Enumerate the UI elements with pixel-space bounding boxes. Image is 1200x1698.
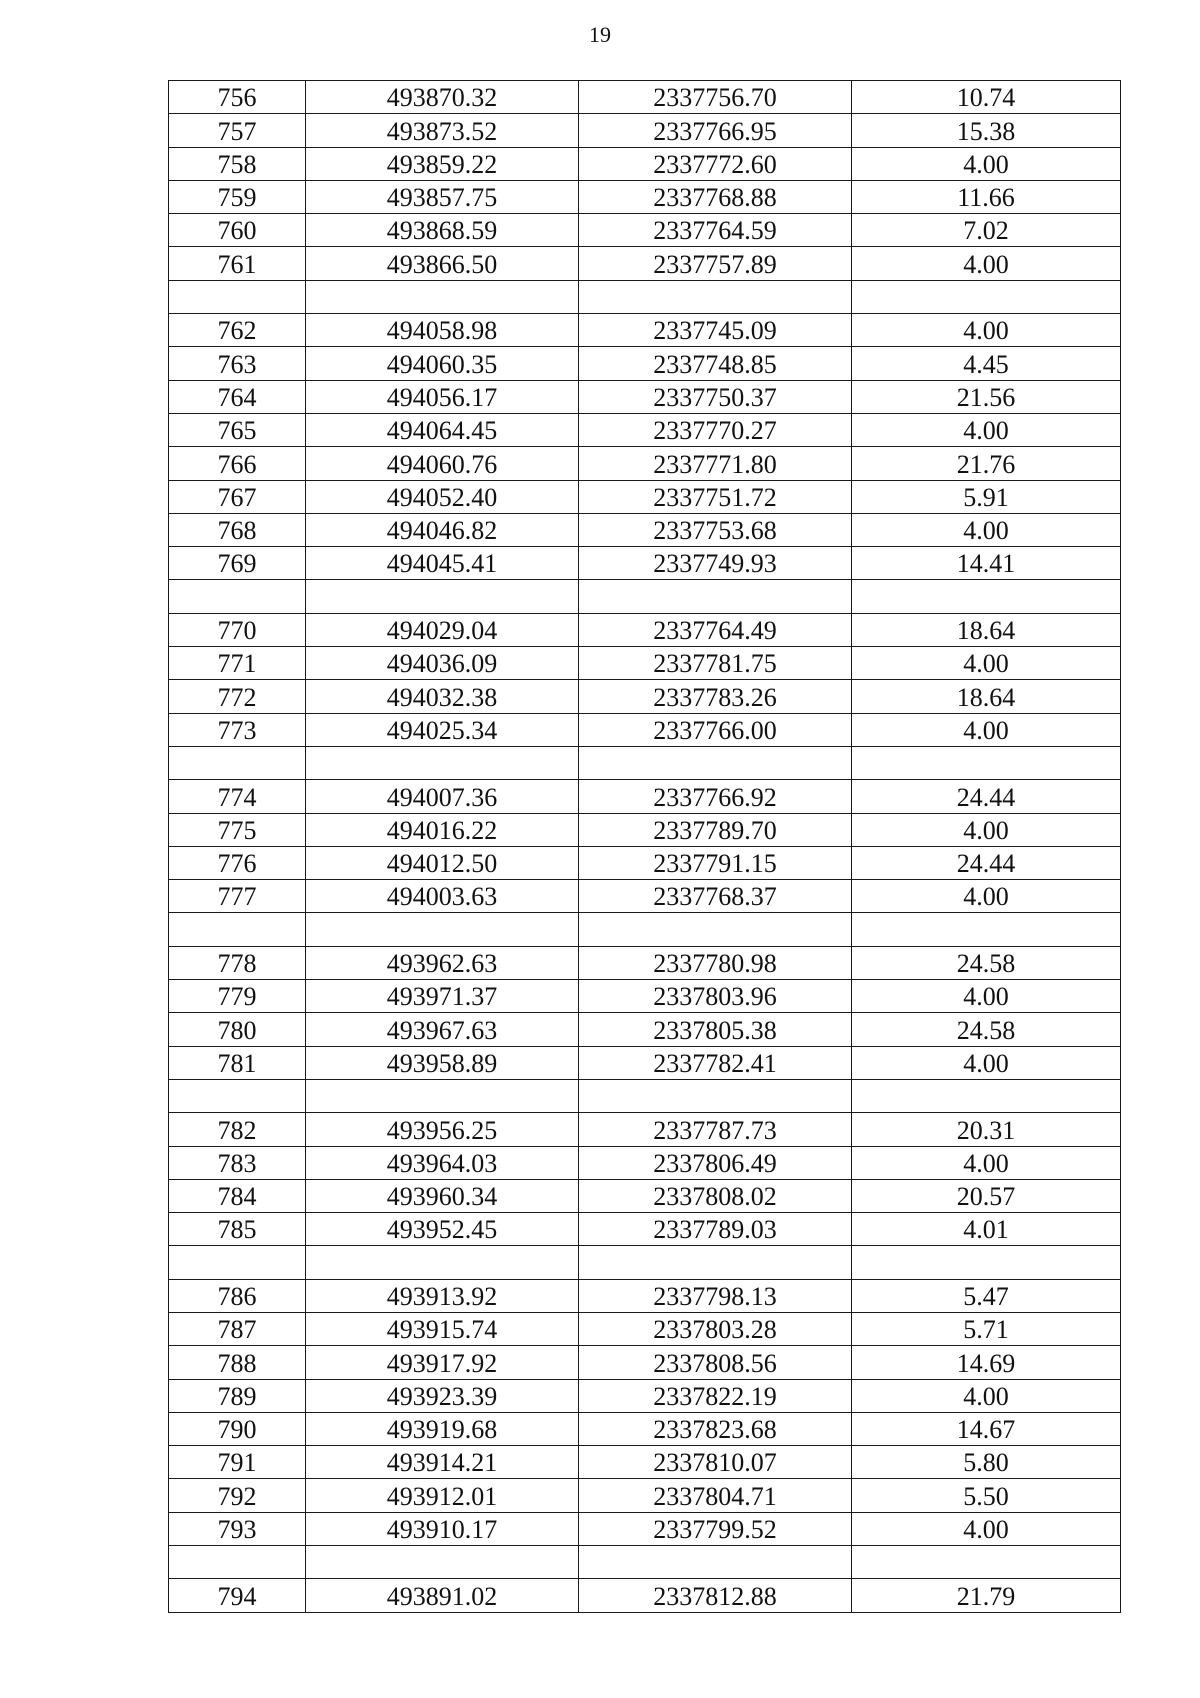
y-coordinate-cell: 2337757.89 — [579, 247, 852, 280]
distance-cell: 4.00 — [852, 147, 1121, 180]
distance-cell: 4.00 — [852, 513, 1121, 546]
x-coordinate-cell: 493859.22 — [306, 147, 579, 180]
x-coordinate-cell — [306, 913, 579, 946]
distance-cell: 24.44 — [852, 780, 1121, 813]
y-coordinate-cell: 2337766.00 — [579, 713, 852, 746]
y-coordinate-cell: 2337823.68 — [579, 1412, 852, 1445]
point-number-cell: 769 — [169, 547, 306, 580]
x-coordinate-cell — [306, 1079, 579, 1112]
table-row — [169, 1312, 1121, 1345]
distance-cell: 18.64 — [852, 680, 1121, 713]
y-coordinate-cell — [579, 1079, 852, 1112]
table-row — [169, 1013, 1121, 1046]
distance-cell: 21.56 — [852, 380, 1121, 413]
table-row — [169, 680, 1121, 713]
distance-cell: 4.45 — [852, 347, 1121, 380]
point-number-cell: 793 — [169, 1512, 306, 1545]
x-coordinate-cell: 493967.63 — [306, 1013, 579, 1046]
x-coordinate-cell: 494032.38 — [306, 680, 579, 713]
x-coordinate-cell: 493914.21 — [306, 1446, 579, 1479]
point-number-cell: 762 — [169, 314, 306, 347]
table-row — [169, 413, 1121, 446]
table-row — [169, 447, 1121, 480]
table-row — [169, 846, 1121, 879]
y-coordinate-cell: 2337781.75 — [579, 647, 852, 680]
point-number-cell: 760 — [169, 214, 306, 247]
distance-cell: 4.00 — [852, 1146, 1121, 1179]
x-coordinate-cell: 494058.98 — [306, 314, 579, 347]
y-coordinate-cell: 2337808.02 — [579, 1179, 852, 1212]
distance-cell — [852, 1246, 1121, 1279]
point-number-cell: 770 — [169, 613, 306, 646]
distance-cell: 5.50 — [852, 1479, 1121, 1512]
y-coordinate-cell: 2337764.59 — [579, 214, 852, 247]
x-coordinate-cell: 493910.17 — [306, 1512, 579, 1545]
table-row — [169, 813, 1121, 846]
coordinates-table — [168, 80, 1121, 1613]
y-coordinate-cell: 2337771.80 — [579, 447, 852, 480]
y-coordinate-cell: 2337822.19 — [579, 1379, 852, 1412]
y-coordinate-cell: 2337787.73 — [579, 1113, 852, 1146]
table-row — [169, 1479, 1121, 1512]
point-number-cell: 761 — [169, 247, 306, 280]
x-coordinate-cell: 494052.40 — [306, 480, 579, 513]
y-coordinate-cell: 2337753.68 — [579, 513, 852, 546]
point-number-cell: 773 — [169, 713, 306, 746]
point-number-cell: 782 — [169, 1113, 306, 1146]
point-number-cell: 790 — [169, 1412, 306, 1445]
point-number-cell: 786 — [169, 1279, 306, 1312]
x-coordinate-cell: 494012.50 — [306, 846, 579, 879]
table-row — [169, 1046, 1121, 1079]
table-row — [169, 513, 1121, 546]
point-number-cell: 768 — [169, 513, 306, 546]
distance-cell: 4.00 — [852, 713, 1121, 746]
point-number-cell: 767 — [169, 480, 306, 513]
point-number-cell: 775 — [169, 813, 306, 846]
x-coordinate-cell: 494045.41 — [306, 547, 579, 580]
x-coordinate-cell: 493868.59 — [306, 214, 579, 247]
y-coordinate-cell: 2337780.98 — [579, 946, 852, 979]
table-row — [169, 1113, 1121, 1146]
x-coordinate-cell — [306, 1546, 579, 1579]
y-coordinate-cell: 2337789.70 — [579, 813, 852, 846]
distance-cell: 4.00 — [852, 247, 1121, 280]
table-row — [169, 1446, 1121, 1479]
x-coordinate-cell: 493923.39 — [306, 1379, 579, 1412]
y-coordinate-cell: 2337748.85 — [579, 347, 852, 380]
point-number-cell: 756 — [169, 81, 306, 114]
y-coordinate-cell: 2337791.15 — [579, 846, 852, 879]
point-number-cell — [169, 913, 306, 946]
x-coordinate-cell: 494046.82 — [306, 513, 579, 546]
x-coordinate-cell: 493964.03 — [306, 1146, 579, 1179]
table-separator-row — [169, 580, 1121, 613]
distance-cell: 7.02 — [852, 214, 1121, 247]
y-coordinate-cell — [579, 913, 852, 946]
x-coordinate-cell: 494064.45 — [306, 413, 579, 446]
point-number-cell: 777 — [169, 880, 306, 913]
table-row — [169, 1379, 1121, 1412]
table-row — [169, 1512, 1121, 1545]
x-coordinate-cell: 494003.63 — [306, 880, 579, 913]
point-number-cell: 787 — [169, 1312, 306, 1345]
x-coordinate-cell: 493866.50 — [306, 247, 579, 280]
table-separator-row — [169, 746, 1121, 779]
x-coordinate-cell — [306, 1246, 579, 1279]
point-number-cell — [169, 1546, 306, 1579]
x-coordinate-cell: 494029.04 — [306, 613, 579, 646]
table-row — [169, 247, 1121, 280]
distance-cell: 20.57 — [852, 1179, 1121, 1212]
y-coordinate-cell: 2337772.60 — [579, 147, 852, 180]
table-separator-row — [169, 1246, 1121, 1279]
point-number-cell: 791 — [169, 1446, 306, 1479]
point-number-cell: 784 — [169, 1179, 306, 1212]
table-row — [169, 946, 1121, 979]
y-coordinate-cell: 2337782.41 — [579, 1046, 852, 1079]
table-row — [169, 114, 1121, 147]
distance-cell: 5.91 — [852, 480, 1121, 513]
distance-cell: 4.00 — [852, 813, 1121, 846]
y-coordinate-cell: 2337803.96 — [579, 980, 852, 1013]
distance-cell: 20.31 — [852, 1113, 1121, 1146]
point-number-cell: 792 — [169, 1479, 306, 1512]
point-number-cell: 772 — [169, 680, 306, 713]
y-coordinate-cell — [579, 746, 852, 779]
distance-cell: 14.67 — [852, 1412, 1121, 1445]
distance-cell: 4.00 — [852, 314, 1121, 347]
point-number-cell: 789 — [169, 1379, 306, 1412]
y-coordinate-cell: 2337808.56 — [579, 1346, 852, 1379]
table-row — [169, 1146, 1121, 1179]
x-coordinate-cell: 494025.34 — [306, 713, 579, 746]
y-coordinate-cell: 2337766.95 — [579, 114, 852, 147]
point-number-cell — [169, 746, 306, 779]
y-coordinate-cell: 2337749.93 — [579, 547, 852, 580]
table-row — [169, 613, 1121, 646]
y-coordinate-cell — [579, 580, 852, 613]
distance-cell: 5.80 — [852, 1446, 1121, 1479]
y-coordinate-cell: 2337810.07 — [579, 1446, 852, 1479]
point-number-cell — [169, 1246, 306, 1279]
x-coordinate-cell: 494060.35 — [306, 347, 579, 380]
table-row — [169, 1346, 1121, 1379]
table-row — [169, 713, 1121, 746]
x-coordinate-cell: 493912.01 — [306, 1479, 579, 1512]
point-number-cell: 757 — [169, 114, 306, 147]
table-row — [169, 647, 1121, 680]
y-coordinate-cell: 2337745.09 — [579, 314, 852, 347]
distance-cell: 4.00 — [852, 413, 1121, 446]
point-number-cell: 759 — [169, 180, 306, 213]
point-number-cell: 763 — [169, 347, 306, 380]
point-number-cell: 765 — [169, 413, 306, 446]
table-row — [169, 480, 1121, 513]
x-coordinate-cell: 493952.45 — [306, 1213, 579, 1246]
y-coordinate-cell: 2337805.38 — [579, 1013, 852, 1046]
table-row — [169, 380, 1121, 413]
x-coordinate-cell: 493958.89 — [306, 1046, 579, 1079]
y-coordinate-cell: 2337766.92 — [579, 780, 852, 813]
table-row — [169, 1213, 1121, 1246]
distance-cell: 4.00 — [852, 980, 1121, 1013]
point-number-cell — [169, 1079, 306, 1112]
x-coordinate-cell: 493891.02 — [306, 1579, 579, 1612]
table-row — [169, 880, 1121, 913]
table-row — [169, 1179, 1121, 1212]
table-row — [169, 81, 1121, 114]
table-row — [169, 1579, 1121, 1612]
distance-cell: 15.38 — [852, 114, 1121, 147]
point-number-cell — [169, 280, 306, 313]
table-row — [169, 1412, 1121, 1445]
y-coordinate-cell: 2337764.49 — [579, 613, 852, 646]
distance-cell: 5.47 — [852, 1279, 1121, 1312]
y-coordinate-cell: 2337804.71 — [579, 1479, 852, 1512]
point-number-cell: 758 — [169, 147, 306, 180]
table-separator-row — [169, 913, 1121, 946]
distance-cell: 14.69 — [852, 1346, 1121, 1379]
point-number-cell: 771 — [169, 647, 306, 680]
distance-cell — [852, 1546, 1121, 1579]
x-coordinate-cell — [306, 580, 579, 613]
x-coordinate-cell: 494060.76 — [306, 447, 579, 480]
x-coordinate-cell: 493960.34 — [306, 1179, 579, 1212]
x-coordinate-cell: 493971.37 — [306, 980, 579, 1013]
point-number-cell: 776 — [169, 846, 306, 879]
distance-cell: 24.58 — [852, 1013, 1121, 1046]
coordinates-table-body — [169, 81, 1121, 1613]
x-coordinate-cell — [306, 746, 579, 779]
y-coordinate-cell: 2337799.52 — [579, 1512, 852, 1545]
table-separator-row — [169, 1079, 1121, 1112]
y-coordinate-cell: 2337768.88 — [579, 180, 852, 213]
distance-cell: 24.58 — [852, 946, 1121, 979]
x-coordinate-cell: 494007.36 — [306, 780, 579, 813]
y-coordinate-cell: 2337806.49 — [579, 1146, 852, 1179]
y-coordinate-cell: 2337798.13 — [579, 1279, 852, 1312]
x-coordinate-cell: 493870.32 — [306, 81, 579, 114]
x-coordinate-cell: 493915.74 — [306, 1312, 579, 1345]
distance-cell: 11.66 — [852, 180, 1121, 213]
distance-cell: 4.00 — [852, 647, 1121, 680]
distance-cell: 21.76 — [852, 447, 1121, 480]
distance-cell: 4.00 — [852, 1512, 1121, 1545]
x-coordinate-cell — [306, 280, 579, 313]
point-number-cell: 794 — [169, 1579, 306, 1612]
y-coordinate-cell — [579, 280, 852, 313]
distance-cell: 14.41 — [852, 547, 1121, 580]
x-coordinate-cell: 493913.92 — [306, 1279, 579, 1312]
distance-cell: 24.44 — [852, 846, 1121, 879]
x-coordinate-cell: 493919.68 — [306, 1412, 579, 1445]
x-coordinate-cell: 493917.92 — [306, 1346, 579, 1379]
point-number-cell: 766 — [169, 447, 306, 480]
point-number-cell: 788 — [169, 1346, 306, 1379]
y-coordinate-cell: 2337756.70 — [579, 81, 852, 114]
distance-cell — [852, 913, 1121, 946]
y-coordinate-cell: 2337803.28 — [579, 1312, 852, 1345]
distance-cell — [852, 580, 1121, 613]
distance-cell — [852, 746, 1121, 779]
y-coordinate-cell — [579, 1546, 852, 1579]
point-number-cell — [169, 580, 306, 613]
point-number-cell: 781 — [169, 1046, 306, 1079]
distance-cell: 21.79 — [852, 1579, 1121, 1612]
point-number-cell: 785 — [169, 1213, 306, 1246]
point-number-cell: 783 — [169, 1146, 306, 1179]
table-row — [169, 347, 1121, 380]
distance-cell — [852, 1079, 1121, 1112]
point-number-cell: 764 — [169, 380, 306, 413]
point-number-cell: 774 — [169, 780, 306, 813]
y-coordinate-cell — [579, 1246, 852, 1279]
distance-cell: 4.01 — [852, 1213, 1121, 1246]
table-row — [169, 780, 1121, 813]
y-coordinate-cell: 2337812.88 — [579, 1579, 852, 1612]
x-coordinate-cell: 494056.17 — [306, 380, 579, 413]
distance-cell: 18.64 — [852, 613, 1121, 646]
distance-cell: 4.00 — [852, 880, 1121, 913]
table-row — [169, 547, 1121, 580]
table-separator-row — [169, 280, 1121, 313]
x-coordinate-cell: 493857.75 — [306, 180, 579, 213]
y-coordinate-cell: 2337783.26 — [579, 680, 852, 713]
distance-cell: 10.74 — [852, 81, 1121, 114]
y-coordinate-cell: 2337789.03 — [579, 1213, 852, 1246]
y-coordinate-cell: 2337750.37 — [579, 380, 852, 413]
table-row — [169, 180, 1121, 213]
point-number-cell: 778 — [169, 946, 306, 979]
point-number-cell: 779 — [169, 980, 306, 1013]
distance-cell: 5.71 — [852, 1312, 1121, 1345]
table-row — [169, 980, 1121, 1013]
point-number-cell: 780 — [169, 1013, 306, 1046]
distance-cell: 4.00 — [852, 1379, 1121, 1412]
x-coordinate-cell: 493956.25 — [306, 1113, 579, 1146]
y-coordinate-cell: 2337770.27 — [579, 413, 852, 446]
table-separator-row — [169, 1546, 1121, 1579]
x-coordinate-cell: 494036.09 — [306, 647, 579, 680]
y-coordinate-cell: 2337768.37 — [579, 880, 852, 913]
x-coordinate-cell: 493873.52 — [306, 114, 579, 147]
page-number: 19 — [589, 22, 611, 47]
table-row — [169, 1279, 1121, 1312]
y-coordinate-cell: 2337751.72 — [579, 480, 852, 513]
table-row — [169, 147, 1121, 180]
table-row — [169, 214, 1121, 247]
distance-cell: 4.00 — [852, 1046, 1121, 1079]
distance-cell — [852, 280, 1121, 313]
x-coordinate-cell: 493962.63 — [306, 946, 579, 979]
table-row — [169, 314, 1121, 347]
x-coordinate-cell: 494016.22 — [306, 813, 579, 846]
